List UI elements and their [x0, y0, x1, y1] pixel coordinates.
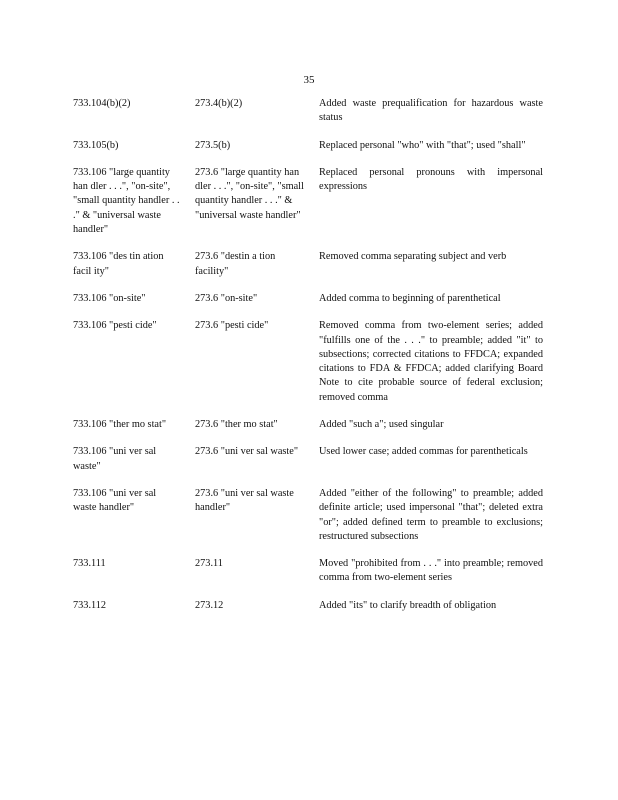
old-section-cell: 733.106 "on-site" [73, 292, 146, 304]
new-section-cell: 273.6 "pesti cide" [195, 320, 269, 332]
table-row [73, 139, 543, 153]
table-row [73, 166, 543, 237]
new-section-cell: 273.6 "large quantity han dler . . .", "on-site", "small quantity handler . . ." & "universal waste handler" [195, 166, 304, 221]
table-row [73, 292, 543, 306]
new-section-cell: 273.4(b)(2) [195, 98, 243, 109]
old-section-cell: 733.106 "large quantity han dler . . .", "on-site", "small quantity handler . . ." & "universal waste handler" [73, 166, 180, 236]
new-section-cell: 273.6 "uni ver sal waste" [195, 446, 299, 458]
change-description-cell: Added "either of the following" to preamble; added definite article; used impersonal "that"; deleted extra "or"; added defined term to preamble to exclusions; restructured subsections [319, 487, 543, 542]
table-row [73, 445, 543, 474]
old-section-cell: 733.105(b) [73, 139, 119, 151]
change-description-cell: Added waste prequalification for hazardous waste status [319, 98, 543, 124]
new-section-cell: 273.6 "ther mo stat" [195, 419, 278, 431]
change-description-cell: Added "its" to clarify breadth of obligation [319, 599, 497, 611]
change-description-cell: Replaced personal pronouns with impersonal expressions [319, 166, 543, 193]
old-section-cell: 733.112 [73, 599, 107, 611]
new-section-cell: 273.5(b) [195, 139, 231, 151]
table-row [73, 487, 543, 544]
change-description-cell: Removed comma separating subject and verb [319, 251, 507, 263]
old-section-cell: 733.104(b)(2) [73, 98, 131, 109]
derivation-table [73, 97, 543, 626]
new-section-cell: 273.6 "destin a tion facility" [195, 251, 276, 277]
new-section-cell: 273.6 "uni ver sal waste handler" [195, 487, 294, 514]
old-section-cell: 733.106 "ther mo stat" [73, 419, 167, 431]
change-description-cell: Replaced personal "who" with "that"; used "shall" [319, 139, 526, 151]
change-description-cell: Added comma to beginning of parenthetical [319, 292, 501, 304]
change-description-cell: Used lower case; added commas for parentheticals [319, 446, 528, 458]
new-section-cell: 273.12 [195, 599, 224, 611]
new-section-cell: 273.11 [195, 558, 223, 570]
change-description-cell: Removed comma from two-element series; added "fulfills one of the . . ." to preamble; added "it" to subsections; corrected citations to FFDCA; expanded citations to FDA & FFDCA; added clarifying Board Note to cite probable source of federal exclusion; removed comma [319, 320, 543, 403]
table-row [73, 599, 543, 613]
change-description-cell: Moved "prohibited from . . ." into preamble; removed comma from two-element series [319, 558, 543, 584]
old-section-cell: 733.106 "pesti cide" [73, 320, 157, 332]
change-description-cell: Added "such a"; used singular [319, 419, 444, 431]
table-row [73, 97, 543, 126]
old-section-cell: 733.106 "des tin ation facil ity" [73, 251, 164, 277]
old-section-cell: 733.106 "uni ver sal waste handler" [73, 487, 157, 514]
new-section-cell: 273.6 "on-site" [195, 292, 258, 304]
old-section-cell: 733.111 [73, 558, 106, 570]
page-number: 35 [303, 74, 315, 86]
table-row [73, 557, 543, 586]
table-row [73, 250, 543, 279]
old-section-cell: 733.106 "uni ver sal waste" [73, 446, 157, 472]
table-row [73, 418, 543, 432]
table-row [73, 319, 543, 405]
